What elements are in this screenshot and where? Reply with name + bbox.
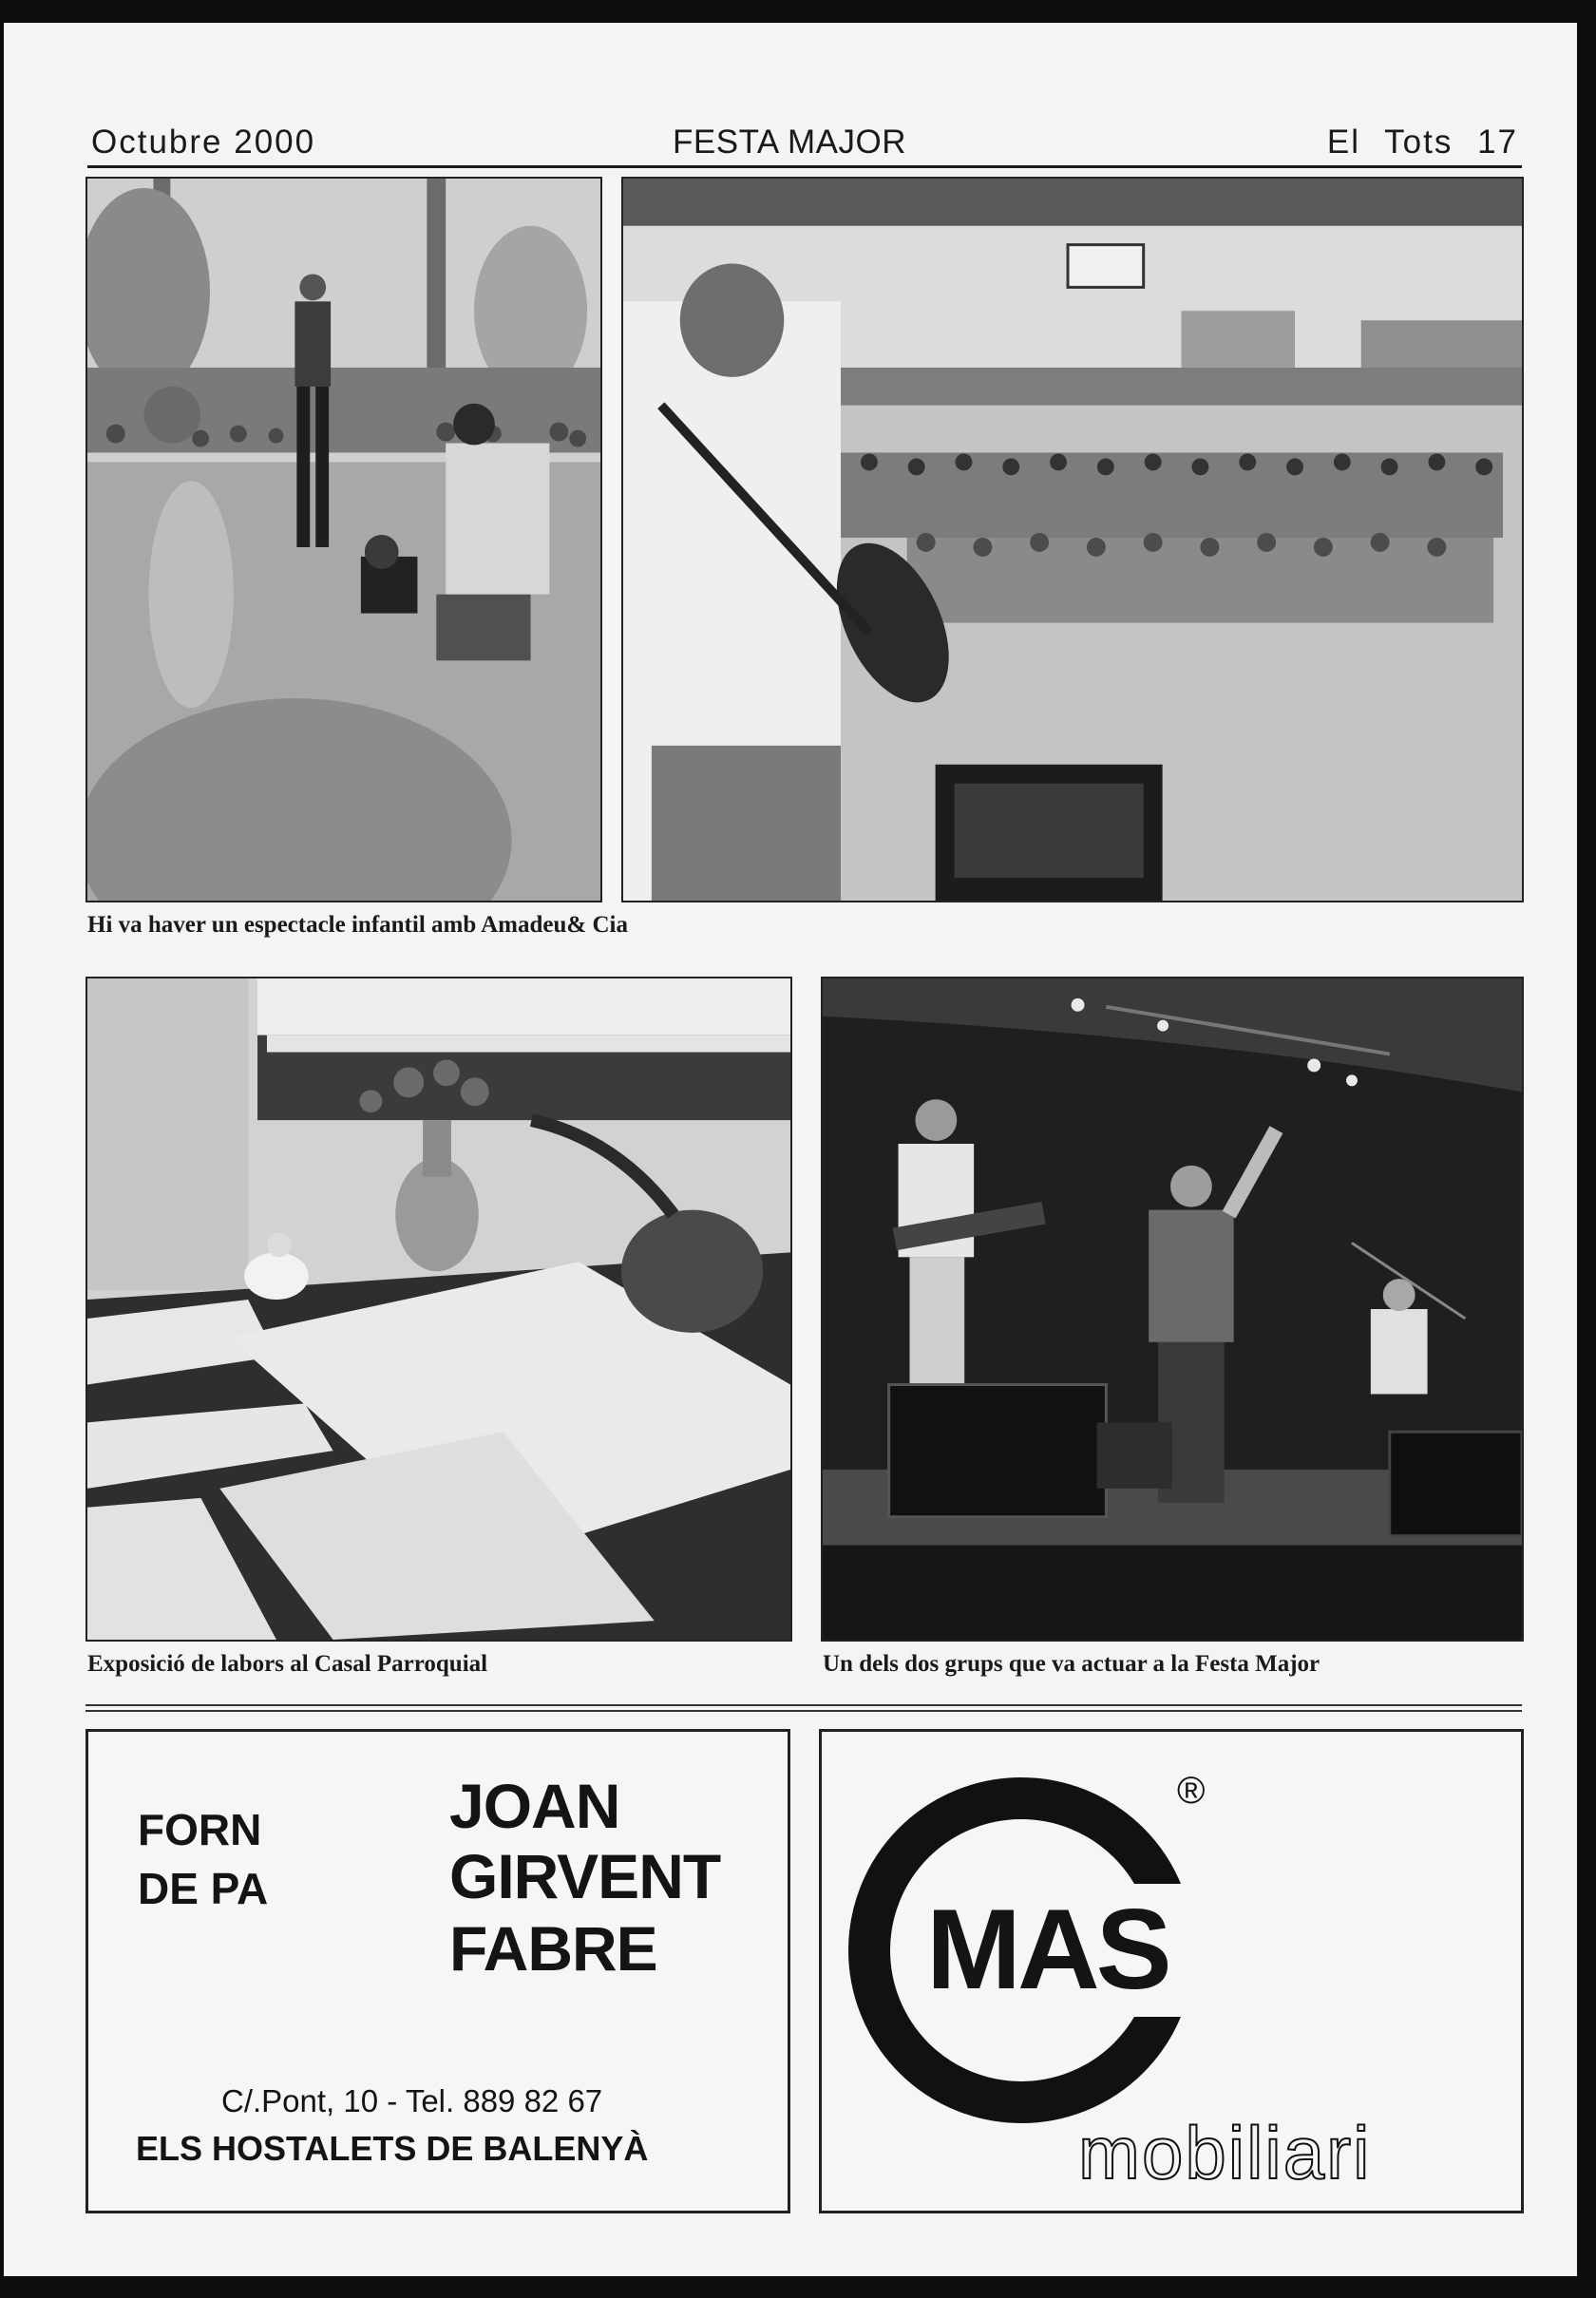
ad-furniture-logo-text: MAS (926, 1886, 1168, 2013)
ad-bakery-kind: FORN (138, 1805, 262, 1854)
photo-stilt-performer (86, 177, 602, 902)
section-divider (86, 1704, 1522, 1706)
ad-bakery (86, 1729, 790, 2213)
ad-furniture-registered: ® (1177, 1770, 1206, 1812)
ad-bakery-address: C/.Pont, 10 - Tel. 889 82 67 (221, 2083, 603, 2118)
publication-name: El Tots (1326, 123, 1454, 161)
caption-concert: Un dels dos grups que va actuar a la Festa Major (823, 1651, 1320, 1677)
photo-crafts-exhibition (86, 977, 792, 1642)
page-header (87, 104, 1522, 168)
ad-bakery-town: ELS HOSTALETS DE BALENYÀ (136, 2129, 649, 2168)
header-date: Octubre 2000 (91, 123, 316, 161)
ad-furniture-word: mobiliari (1078, 2111, 1372, 2194)
photo-concert-stage (821, 977, 1524, 1642)
header-publication (1327, 123, 1518, 161)
caption-children-show: Hi va haver un espectacle infantil amb Amadeu& Cia (87, 912, 628, 938)
ad-bakery-name-1: JOAN (449, 1771, 620, 1841)
section-divider-2 (86, 1710, 1522, 1712)
ad-bakery-name-2: GIRVENT (449, 1841, 721, 1911)
ad-bakery-name-3: FABRE (449, 1913, 657, 1984)
header-section: FESTA MAJOR (673, 123, 906, 161)
ad-furniture (819, 1729, 1524, 2213)
caption-crafts-exhibition: Exposició de labors al Casal Parroquial (87, 1651, 488, 1677)
ad-bakery-kind-2: DE PA (138, 1864, 269, 1913)
newspaper-page (4, 23, 1577, 2276)
photo-courtyard-dance (621, 177, 1524, 902)
page-number: 17 (1477, 123, 1518, 161)
